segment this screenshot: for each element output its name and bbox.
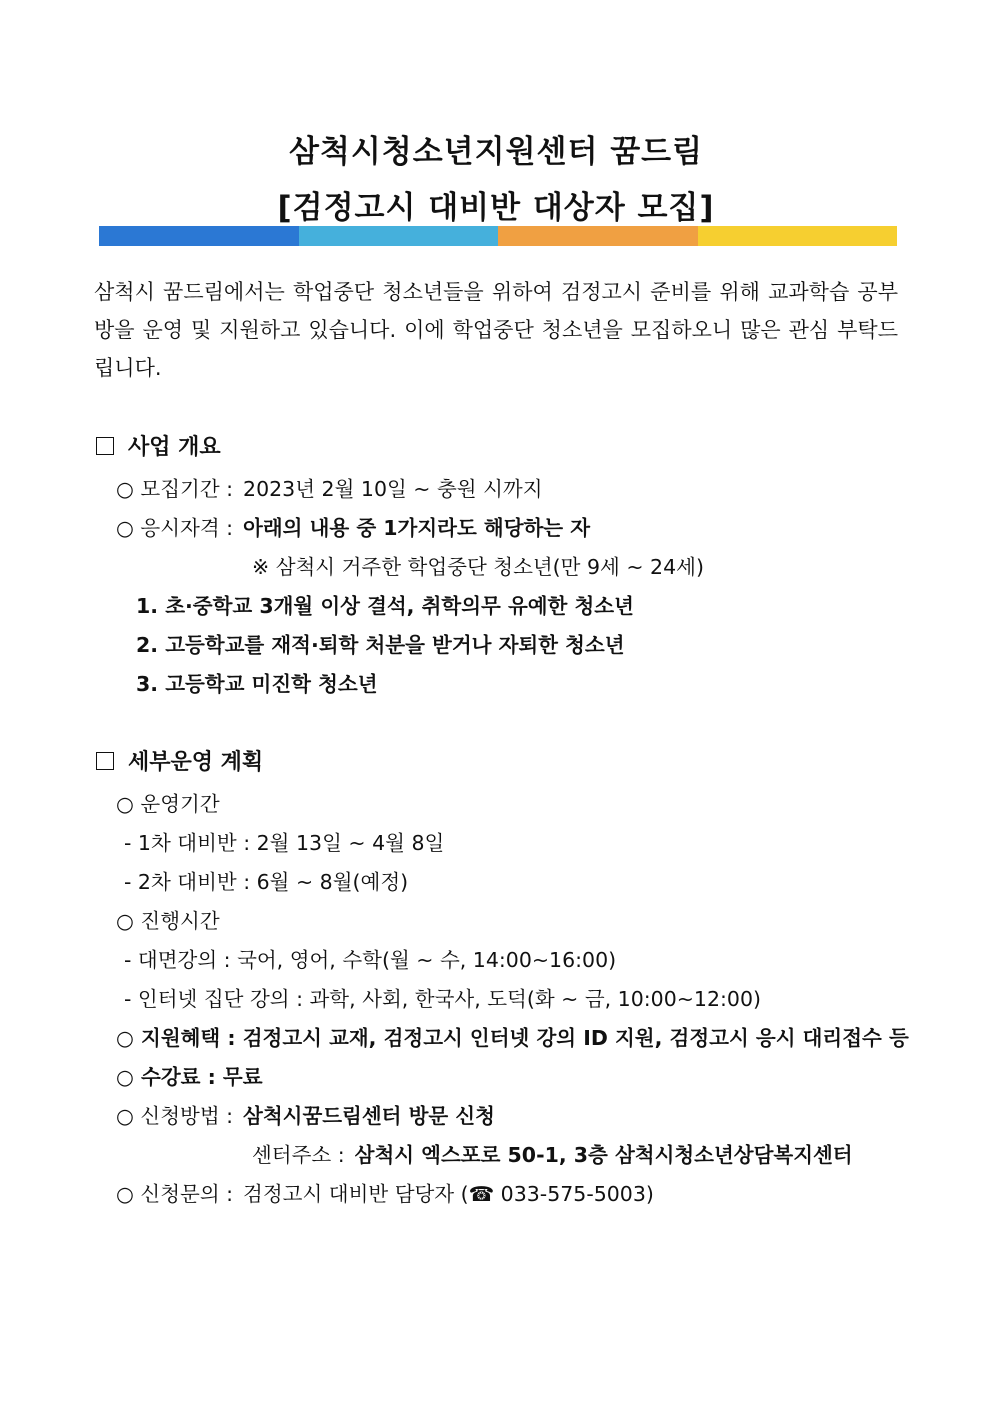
qualification-item-3: 3. 고등학교 미진학 청소년: [136, 672, 378, 696]
application-method-label: ○ 신청방법 :: [116, 1104, 234, 1128]
progress-time-label: ○ 진행시간: [116, 909, 220, 933]
section2-heading: 세부운영 계획: [96, 745, 263, 776]
section1-heading: 사업 개요: [96, 430, 221, 461]
operation-period-item-2: - 2차 대비반 : 6월 ~ 8월(예정): [124, 870, 409, 894]
support-benefit: ○ 지원혜택 : 검정고시 교재, 검정고시 인터넷 강의 ID 지원, 검정고시 응시 대리접수 등: [116, 1026, 909, 1050]
title-line-2: [검정고시 대비반 대상자 모집]: [277, 190, 715, 226]
application-method: [116, 1099, 495, 1129]
intro-paragraph: 삼척시 꿈드림에서는 학업중단 청소년들을 위하여 검정고시 준비를 위해 교과학습 공부방을 운영 및 지원하고 있습니다. 이에 학업중단 청소년을 모집하오니 많은 관심 부탁드립니다.: [94, 280, 898, 380]
recruit-period-value: 2023년 2월 10일 ~ 충원 시까지: [243, 477, 543, 501]
inquiry-label: ○ 신청문의 :: [116, 1182, 234, 1206]
checkbox-square-icon: [96, 752, 114, 770]
color-bar-segment-3: [498, 226, 698, 246]
recruit-period: [116, 472, 543, 502]
operation-period-label: ○ 운영기간: [116, 792, 220, 816]
color-bar-segment-1: [99, 226, 299, 246]
qualification-label: ○ 응시자격 :: [116, 516, 234, 540]
qualification: [116, 511, 590, 541]
center-address-label: 센터주소 :: [252, 1143, 345, 1167]
center-address-value: 삼척시 엑스포로 50-1, 3층 삼척시청소년상담복지센터: [354, 1143, 853, 1167]
checkbox-square-icon: [96, 437, 114, 455]
color-bar: [99, 226, 897, 246]
progress-time-item-2: - 인터넷 집단 강의 : 과학, 사회, 한국사, 도덕(화 ~ 금, 10:00~12:00): [124, 987, 762, 1011]
qualification-value: 아래의 내용 중 1가지라도 해당하는 자: [243, 516, 591, 540]
qualification-item-2: 2. 고등학교를 재적·퇴학 처분을 받거나 자퇴한 청소년: [136, 633, 625, 657]
color-bar-segment-2: [299, 226, 499, 246]
center-address: [252, 1138, 853, 1168]
qualification-note: ※ 삼척시 거주한 학업중단 청소년(만 9세 ~ 24세): [252, 555, 704, 579]
inquiry-value: 검정고시 대비반 담당자 (☎ 033-575-5003): [243, 1182, 654, 1206]
recruit-period-label: ○ 모집기간 :: [116, 477, 234, 501]
operation-period-item-1: - 1차 대비반 : 2월 13일 ~ 4월 8일: [124, 831, 445, 855]
title-line-1: 삼척시청소년지원센터 꿈드림: [288, 134, 704, 170]
inquiry: [116, 1177, 654, 1207]
color-bar-segment-4: [698, 226, 898, 246]
tuition-fee: ○ 수강료 : 무료: [116, 1065, 263, 1089]
application-method-value: 삼척시꿈드림센터 방문 신청: [243, 1104, 495, 1128]
qualification-item-1: 1. 초·중학교 3개월 이상 결석, 취학의무 유예한 청소년: [136, 594, 634, 618]
progress-time-item-1: - 대면강의 : 국어, 영어, 수학(월 ~ 수, 14:00~16:00): [124, 948, 617, 972]
